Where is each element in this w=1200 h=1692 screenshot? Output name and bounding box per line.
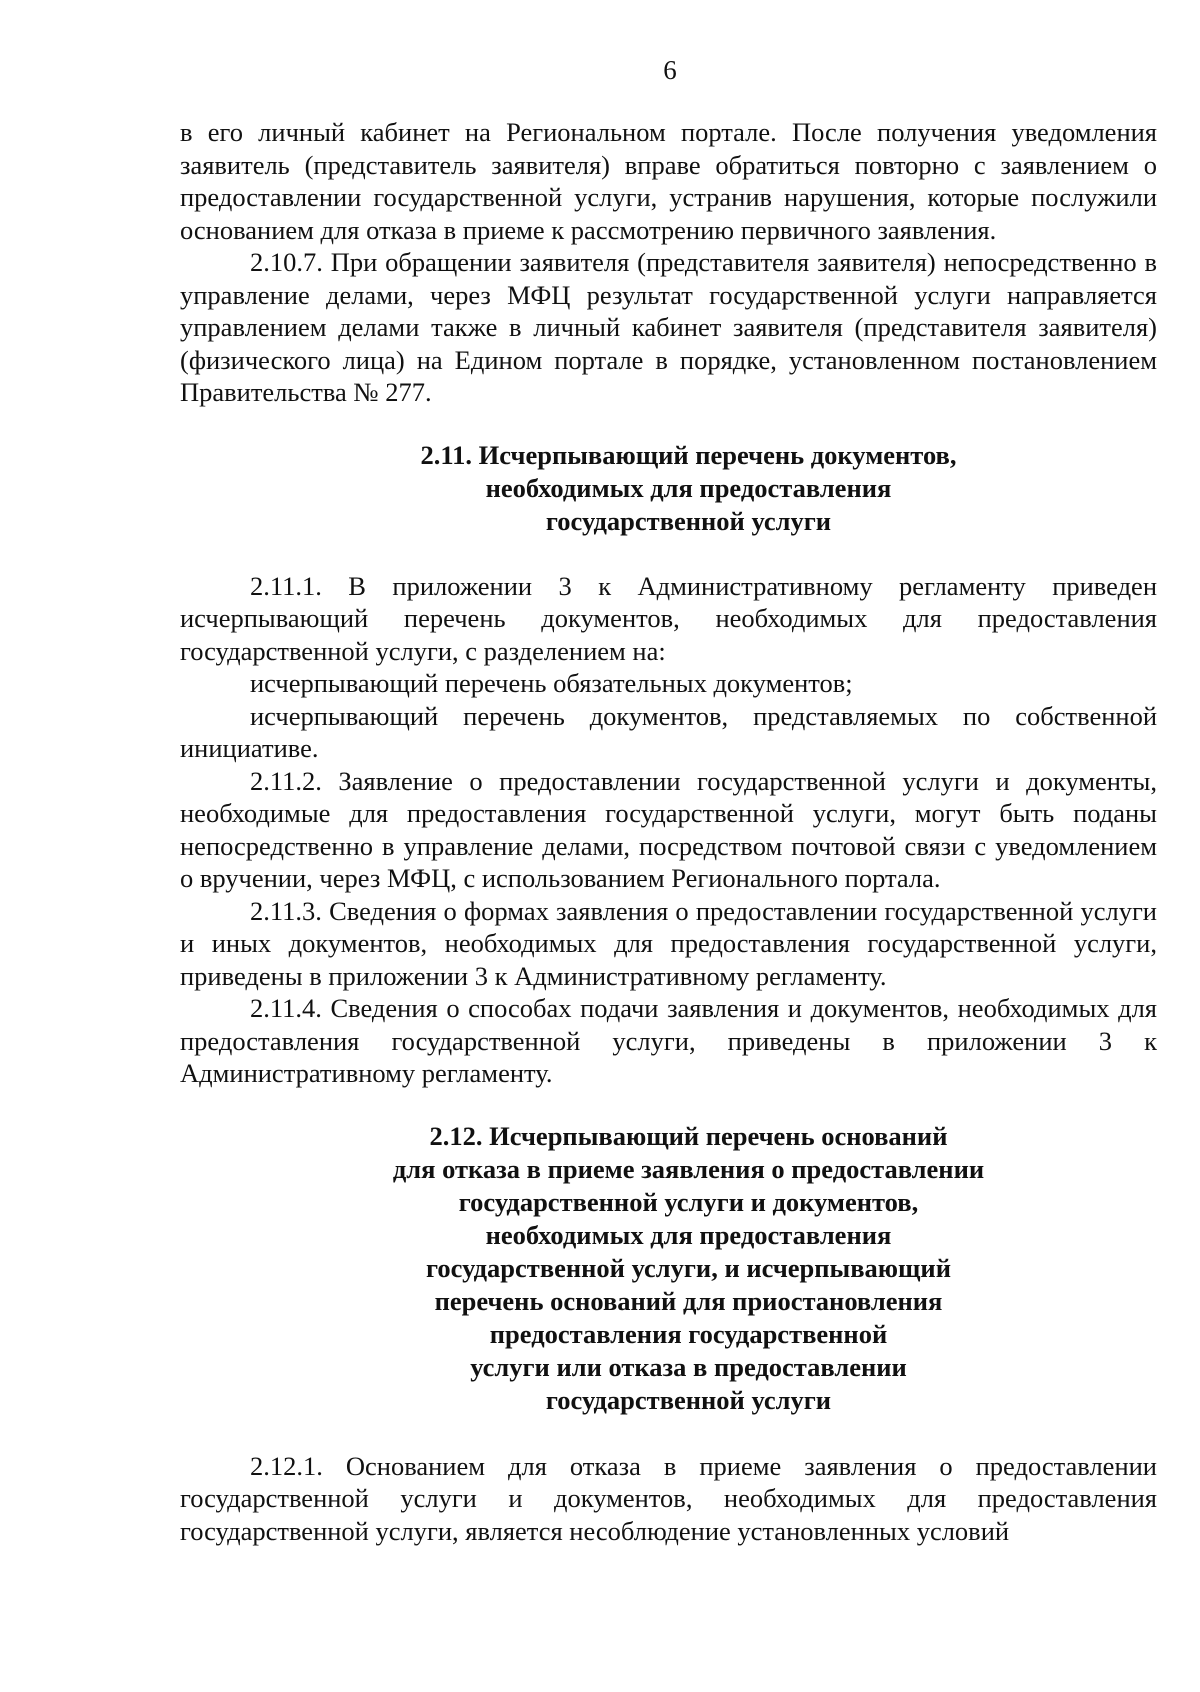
heading-line: предоставления государственной	[489, 1318, 888, 1349]
paragraph-continuation: в его личный кабинет на Региональном портале. После получения уведомления заявитель (представитель заявителя) вправе обратиться повторно с заявлением о предоставлении государственной услуги, устранив нарушения, которые послужили основанием для отказа в приеме к рассмотрению первичного заявления.	[180, 117, 1157, 245]
heading-line: 2.11. Исчерпывающий перечень документов,	[420, 439, 957, 470]
list-item-initiative-documents: исчерпывающий перечень документов, представляемых по собственной инициативе.	[180, 700, 1157, 763]
heading-line: необходимых для предоставления	[485, 472, 892, 503]
heading-line: государственной услуги и документов,	[458, 1186, 919, 1217]
paragraph-2-12-1: 2.12.1. Основанием для отказа в приеме заявления о предоставлении государственной услуги и документов, необходимых для предоставления государственной услуги, является несоблюдение установленных условий	[180, 1450, 1157, 1546]
heading-line: государственной услуги	[545, 1384, 832, 1415]
section-heading-2-11	[180, 439, 1157, 538]
section-heading-2-12	[180, 1120, 1157, 1417]
heading-line: для отказа в приеме заявления о предоставлении	[392, 1153, 985, 1184]
paragraph-2-11-1: 2.11.1. В приложении 3 к Административному регламенту приведен исчерпывающий перечень документов, необходимых для предоставления государственной услуги, с разделением на:	[180, 570, 1157, 666]
heading-line: государственной услуги, и исчерпывающий	[426, 1252, 951, 1283]
heading-line: необходимых для предоставления	[485, 1219, 892, 1250]
paragraph-2-11-3: 2.11.3. Сведения о формах заявления о предоставлении государственной услуги и иных документов, необходимых для предоставления государственной услуги, приведены в приложении 3 к Административному регламенту.	[180, 895, 1157, 991]
heading-line: государственной услуги	[545, 505, 832, 536]
paragraph-2-11-4: 2.11.4. Сведения о способах подачи заявления и документов, необходимых для предоставления государственной услуги, приведены в приложении 3 к Административному регламенту.	[180, 993, 1157, 1088]
paragraph-2-11-2: 2.11.2. Заявление о предоставлении государственной услуги и документы, необходимые для предоставления государственной услуги, могут быть поданы непосредственно в управление делами, посредством почтовой связи с уведомлением о вручении, через МФЦ, с использованием Регионального портала.	[180, 765, 1157, 893]
heading-line: перечень оснований для приостановления	[434, 1285, 943, 1316]
document-body	[180, 116, 1157, 1547]
heading-line: услуги или отказа в предоставлении	[470, 1351, 907, 1382]
list-item-mandatory-documents: исчерпывающий перечень обязательных документов;	[250, 668, 853, 698]
heading-line: 2.12. Исчерпывающий перечень оснований	[429, 1120, 948, 1151]
paragraph-2-10-7: 2.10.7. При обращении заявителя (представителя заявителя) непосредственно в управление делами, через МФЦ результат государственной услуги направляется управлением делами также в личный кабинет заявителя (представителя заявителя) (физического лица) на Едином портале в порядке, установленном постановлением Правительства № 277.	[180, 247, 1157, 407]
page-number: 6	[663, 55, 677, 85]
